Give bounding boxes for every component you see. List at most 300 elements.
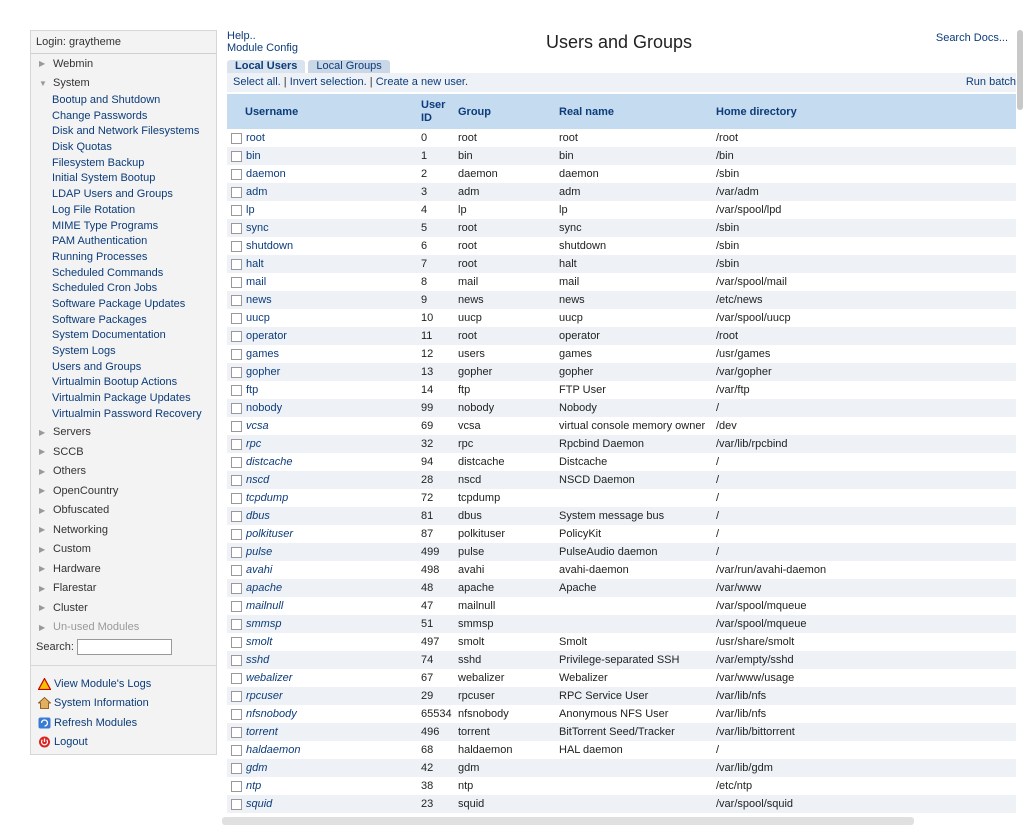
action-bar [227,73,1016,92]
username-link[interactable]: gopher [246,366,281,379]
users-table-body [227,129,1016,813]
login-label: Login: graytheme [31,31,216,54]
category-label: SCCB [53,445,84,458]
module-link-virtualmin-bootup-actions[interactable]: Virtualmin Bootup Actions [52,376,178,389]
cell-user-id: 42 [421,759,458,777]
cell-username [227,219,421,237]
username-link[interactable]: shutdown [246,240,294,253]
cell-group: bin [458,147,559,165]
search-docs-link[interactable]: Search Docs... [935,32,1008,44]
row-checkbox[interactable] [231,403,242,414]
username-link[interactable]: root [246,132,265,145]
module-link-bootup-and-shutdown[interactable]: Bootup and Shutdown [52,94,161,106]
module-link-filesystem-backup[interactable]: Filesystem Backup [52,156,145,169]
cell-username [227,777,421,795]
row-checkbox[interactable] [231,295,242,306]
cell-home-directory: /etc/ntp [716,777,1016,795]
cell-real-name: avahi-daemon [559,561,716,579]
row-checkbox[interactable] [231,475,242,486]
username-link[interactable]: halt [246,258,264,271]
cell-real-name: BitTorrent Seed/Tracker [559,723,716,741]
row-checkbox[interactable] [231,547,242,558]
cell-user-id: 13 [421,363,458,381]
module-link-virtualmin-package-updates[interactable]: Virtualmin Package Updates [52,392,191,405]
cell-real-name: gopher [559,363,716,381]
cell-home-directory: /var/run/avahi-daemon [716,561,1016,579]
username-link[interactable]: lp [246,204,255,217]
cell-username [227,471,421,489]
category-label: Others [53,465,87,478]
home-icon [37,697,51,709]
warning-icon [37,678,51,690]
category-label: Obfuscated [53,504,110,517]
cell-group: avahi [458,561,559,579]
row-checkbox[interactable] [231,439,242,450]
category-label: Un-used Modules [53,621,140,634]
username-link[interactable]: nobody [246,402,283,415]
table-row [227,165,1016,183]
triangle-right-icon: ▶ [39,447,46,457]
cell-user-id: 29 [421,687,458,705]
cell-real-name [559,597,716,615]
row-checkbox[interactable] [231,565,242,576]
row-checkbox[interactable] [231,421,242,432]
cell-username [227,687,421,705]
table-row [227,147,1016,165]
run-batch-link[interactable]: Run batch [965,76,1016,88]
cell-username [227,705,421,723]
users-table [227,94,1016,813]
username-link[interactable]: sshd [246,654,270,667]
table-row [227,507,1016,525]
username-link[interactable]: rpc [246,438,262,451]
cell-home-directory: /var/lib/nfs [716,687,1016,705]
row-checkbox[interactable] [231,187,242,198]
table-row [227,309,1016,327]
username-link[interactable]: webalizer [246,672,293,685]
category-label: Hardware [53,562,101,575]
cell-group: nobody [458,399,559,417]
row-checkbox[interactable] [231,745,242,756]
cell-user-id: 2 [421,165,458,183]
row-checkbox[interactable] [231,799,242,810]
cell-username [227,273,421,291]
module-link-software-package-updates[interactable]: Software Package Updates [52,297,186,310]
row-checkbox[interactable] [231,169,242,180]
row-checkbox[interactable] [231,511,242,522]
cell-group: sshd [458,651,559,669]
table-row [227,615,1016,633]
row-checkbox[interactable] [231,781,242,792]
cell-real-name: shutdown [559,237,716,255]
cell-real-name: Webalizer [559,669,716,687]
category-list-bottom [31,422,216,637]
bottom-link-view-module-s-logs[interactable] [31,674,216,694]
cell-user-id: 69 [421,417,458,435]
cell-real-name: HAL daemon [559,741,716,759]
module-link-ldap-users-and-groups[interactable]: LDAP Users and Groups [52,188,173,201]
module-link-scheduled-cron-jobs[interactable]: Scheduled Cron Jobs [52,282,158,295]
username-link[interactable]: polkituser [246,528,294,541]
category-servers[interactable] [31,422,216,442]
module-link-virtualmin-password-recovery[interactable]: Virtualmin Password Recovery [52,407,202,420]
row-checkbox[interactable] [231,637,242,648]
col-real-name[interactable]: Real name [559,94,716,129]
username-link[interactable]: daemon [246,168,286,181]
row-checkbox[interactable] [231,259,242,270]
cell-user-id: 67 [421,669,458,687]
cell-user-id: 28 [421,471,458,489]
module-link-system-documentation[interactable]: System Documentation [52,329,166,342]
cell-group: root [458,237,559,255]
table-row [227,669,1016,687]
cell-username [227,597,421,615]
cell-real-name: root [559,129,716,147]
cell-group: vcsa [458,417,559,435]
cell-home-directory: /var/empty/sshd [716,651,1016,669]
cell-home-directory: /var/spool/uucp [716,309,1016,327]
cell-user-id: 11 [421,327,458,345]
username-link[interactable]: vcsa [246,420,269,433]
cell-username [227,615,421,633]
table-row [227,525,1016,543]
invert-selection-link[interactable]: Invert selection. [289,76,367,88]
cell-username [227,579,421,597]
row-checkbox[interactable] [231,583,242,594]
select-all-link[interactable]: Select all. [233,76,281,88]
cell-real-name: Privilege-separated SSH [559,651,716,669]
table-row [227,201,1016,219]
cell-home-directory: / [716,507,1016,525]
module-link-change-passwords[interactable]: Change Passwords [52,109,148,122]
cell-user-id: 6 [421,237,458,255]
row-checkbox[interactable] [231,223,242,234]
cell-home-directory: /var/lib/gdm [716,759,1016,777]
module-search-row [31,637,216,666]
cell-home-directory: /root [716,327,1016,345]
cell-username [227,795,421,813]
cell-user-id: 51 [421,615,458,633]
row-checkbox[interactable] [231,385,242,396]
cell-group: news [458,291,559,309]
module-link-pam-authentication[interactable]: PAM Authentication [52,235,148,248]
triangle-right-icon: ▶ [39,583,46,593]
category-label: Custom [53,543,91,556]
username-link[interactable]: tcpdump [246,492,289,505]
module-link-software-packages[interactable]: Software Packages [52,313,147,326]
row-checkbox[interactable] [231,691,242,702]
cell-home-directory: /var/gopher [716,363,1016,381]
table-row [227,345,1016,363]
right-frame [222,30,1016,825]
bottom-link-refresh-modules[interactable] [31,713,216,733]
table-row [227,435,1016,453]
cell-username [227,543,421,561]
cell-user-id: 23 [421,795,458,813]
table-row [227,255,1016,273]
cell-real-name: Smolt [559,633,716,651]
cell-real-name: RPC Service User [559,687,716,705]
cell-real-name: halt [559,255,716,273]
cell-user-id: 47 [421,597,458,615]
cell-user-id: 87 [421,525,458,543]
row-checkbox[interactable] [231,151,242,162]
help-link[interactable]: Help.. [227,30,256,42]
cell-username [227,651,421,669]
username-link[interactable]: gdm [246,762,268,775]
row-checkbox[interactable] [231,349,242,360]
cell-group: gopher [458,363,559,381]
table-row [227,471,1016,489]
cell-home-directory: /var/lib/nfs [716,705,1016,723]
username-link[interactable]: games [246,348,280,361]
triangle-right-icon: ▶ [39,486,46,496]
row-checkbox[interactable] [231,277,242,288]
row-checkbox[interactable] [231,241,242,252]
row-checkbox[interactable] [231,763,242,774]
category-sccb[interactable] [31,442,216,462]
cell-user-id: 497 [421,633,458,651]
username-link[interactable]: squid [246,798,273,811]
category-networking[interactable] [31,520,216,540]
cell-group: squid [458,795,559,813]
row-checkbox[interactable] [231,727,242,738]
cell-group: root [458,255,559,273]
table-row [227,381,1016,399]
cell-home-directory: /bin [716,147,1016,165]
username-link[interactable]: nscd [246,474,270,487]
cell-group: polkituser [458,525,559,543]
module-link-disk-and-network-filesystems[interactable]: Disk and Network Filesystems [52,125,200,138]
row-checkbox[interactable] [231,601,242,612]
triangle-right-icon: ▶ [39,622,46,632]
cell-home-directory: / [716,453,1016,471]
col-username[interactable]: Username [227,94,421,129]
cell-username [227,669,421,687]
bottom-link-logout[interactable] [31,732,216,752]
row-checkbox[interactable] [231,529,242,540]
module-link-running-processes[interactable]: Running Processes [52,250,148,263]
cell-user-id: 4 [421,201,458,219]
table-row [227,597,1016,615]
table-row [227,183,1016,201]
bottom-links [31,674,216,752]
cell-user-id: 498 [421,561,458,579]
table-row [227,129,1016,147]
module-link-users-and-groups[interactable]: Users and Groups [52,360,142,373]
cell-home-directory: /var/www [716,579,1016,597]
tab-local-users[interactable]: Local Users [227,60,305,73]
vertical-scrollbar[interactable] [1017,30,1023,110]
cell-home-directory: /usr/share/smolt [716,633,1016,651]
username-link[interactable]: pulse [246,546,273,559]
cell-username [227,417,421,435]
category-list-top [31,54,216,93]
cell-real-name: PulseAudio daemon [559,543,716,561]
row-checkbox[interactable] [231,313,242,324]
cell-username [227,147,421,165]
row-checkbox[interactable] [231,457,242,468]
module-link-scheduled-commands[interactable]: Scheduled Commands [52,266,164,279]
col-group[interactable]: Group [458,94,559,129]
module-link-system-logs[interactable]: System Logs [52,345,116,357]
cell-username [227,381,421,399]
username-link[interactable]: ftp [246,384,259,397]
table-row [227,273,1016,291]
module-link-disk-quotas[interactable]: Disk Quotas [52,141,112,154]
row-checkbox[interactable] [231,367,242,378]
username-link[interactable]: rpcuser [246,690,283,703]
cell-real-name [559,795,716,813]
username-link[interactable]: ntp [246,780,262,793]
username-link[interactable]: smolt [246,636,273,649]
cell-user-id: 496 [421,723,458,741]
category-others[interactable] [31,461,216,481]
triangle-down-icon: ▼ [39,78,47,88]
cell-group: mailnull [458,597,559,615]
category-opencountry[interactable] [31,481,216,501]
cell-group: daemon [458,165,559,183]
cell-username [227,129,421,147]
cell-home-directory: /sbin [716,219,1016,237]
cell-username [227,237,421,255]
cell-real-name: sync [559,219,716,237]
username-link[interactable]: adm [246,186,268,199]
username-link[interactable]: news [246,294,272,307]
cell-home-directory: /var/ftp [716,381,1016,399]
cell-group: users [458,345,559,363]
row-checkbox[interactable] [231,673,242,684]
username-link[interactable]: nfsnobody [246,708,297,721]
username-link[interactable]: mail [246,276,267,289]
cell-home-directory: /var/spool/mqueue [716,615,1016,633]
username-link[interactable]: dbus [246,510,270,523]
username-link[interactable]: sync [246,222,269,235]
category-system[interactable] [31,74,216,94]
username-link[interactable]: haldaemon [246,744,301,757]
cell-username [227,453,421,471]
col-home-directory[interactable]: Home directory [716,94,1016,129]
cell-user-id: 48 [421,579,458,597]
cell-real-name: bin [559,147,716,165]
cell-username [227,183,421,201]
cell-group: lp [458,201,559,219]
username-link[interactable]: distcache [246,456,293,469]
cell-real-name: daemon [559,165,716,183]
cell-real-name: Nobody [559,399,716,417]
table-row [227,687,1016,705]
bottom-link-label: Logout [54,736,88,749]
category-un-used-modules[interactable] [31,617,216,637]
table-row [227,741,1016,759]
username-link[interactable]: avahi [246,564,273,577]
username-link[interactable]: uucp [246,312,270,325]
cell-user-id: 81 [421,507,458,525]
row-checkbox[interactable] [231,709,242,720]
table-row [227,579,1016,597]
cell-group: rpc [458,435,559,453]
tab-local-groups[interactable]: Local Groups [308,60,389,73]
cell-group: rpcuser [458,687,559,705]
table-row [227,651,1016,669]
cell-real-name: Rpcbind Daemon [559,435,716,453]
cell-username [227,525,421,543]
module-link-initial-system-bootup[interactable]: Initial System Bootup [52,172,156,185]
username-link[interactable]: bin [246,150,261,163]
category-label: System [53,77,90,90]
row-checkbox[interactable] [231,133,242,144]
cell-group: ftp [458,381,559,399]
row-checkbox[interactable] [231,331,242,342]
row-checkbox[interactable] [231,205,242,216]
row-checkbox[interactable] [231,493,242,504]
row-checkbox[interactable] [231,619,242,630]
category-custom[interactable] [31,539,216,559]
col-user-id[interactable]: User ID [421,94,458,129]
cell-home-directory: /sbin [716,165,1016,183]
username-link[interactable]: mailnull [246,600,284,613]
cell-real-name: FTP User [559,381,716,399]
refresh-icon [37,717,51,729]
create-user-link[interactable]: Create a new user. [375,76,469,88]
cell-group: root [458,219,559,237]
table-row [227,363,1016,381]
username-link[interactable]: operator [246,330,287,343]
cell-user-id: 74 [421,651,458,669]
cell-home-directory: / [716,525,1016,543]
category-cluster[interactable] [31,598,216,618]
cell-home-directory: /etc/news [716,291,1016,309]
cell-real-name: operator [559,327,716,345]
cell-home-directory: / [716,399,1016,417]
row-checkbox[interactable] [231,655,242,666]
cell-group: nfsnobody [458,705,559,723]
table-row [227,705,1016,723]
module-search-input[interactable] [77,639,172,655]
category-flarestar[interactable] [31,578,216,598]
table-row [227,777,1016,795]
cell-real-name: adm [559,183,716,201]
bottom-link-system-information[interactable] [31,693,216,713]
module-config-link[interactable]: Module Config [227,42,298,54]
horizontal-scrollbar[interactable] [222,817,914,825]
cell-home-directory: / [716,489,1016,507]
cell-home-directory: / [716,741,1016,759]
username-link[interactable]: smmsp [246,618,282,631]
cell-username [227,723,421,741]
category-obfuscated[interactable] [31,500,216,520]
category-hardware[interactable] [31,559,216,579]
category-label: Cluster [53,601,88,614]
module-link-log-file-rotation[interactable]: Log File Rotation [52,203,136,216]
cell-user-id: 99 [421,399,458,417]
action-separator: | [369,76,373,88]
table-row [227,489,1016,507]
username-link[interactable]: torrent [246,726,278,739]
cell-user-id: 38 [421,777,458,795]
cell-user-id: 3 [421,183,458,201]
cell-real-name: mail [559,273,716,291]
username-link[interactable]: apache [246,582,283,595]
module-link-mime-type-programs[interactable]: MIME Type Programs [52,219,159,232]
cell-group: torrent [458,723,559,741]
triangle-right-icon: ▶ [39,564,46,574]
cell-home-directory: /var/lib/rpcbind [716,435,1016,453]
cell-user-id: 9 [421,291,458,309]
category-webmin[interactable] [31,54,216,74]
cell-username [227,633,421,651]
cell-user-id: 10 [421,309,458,327]
